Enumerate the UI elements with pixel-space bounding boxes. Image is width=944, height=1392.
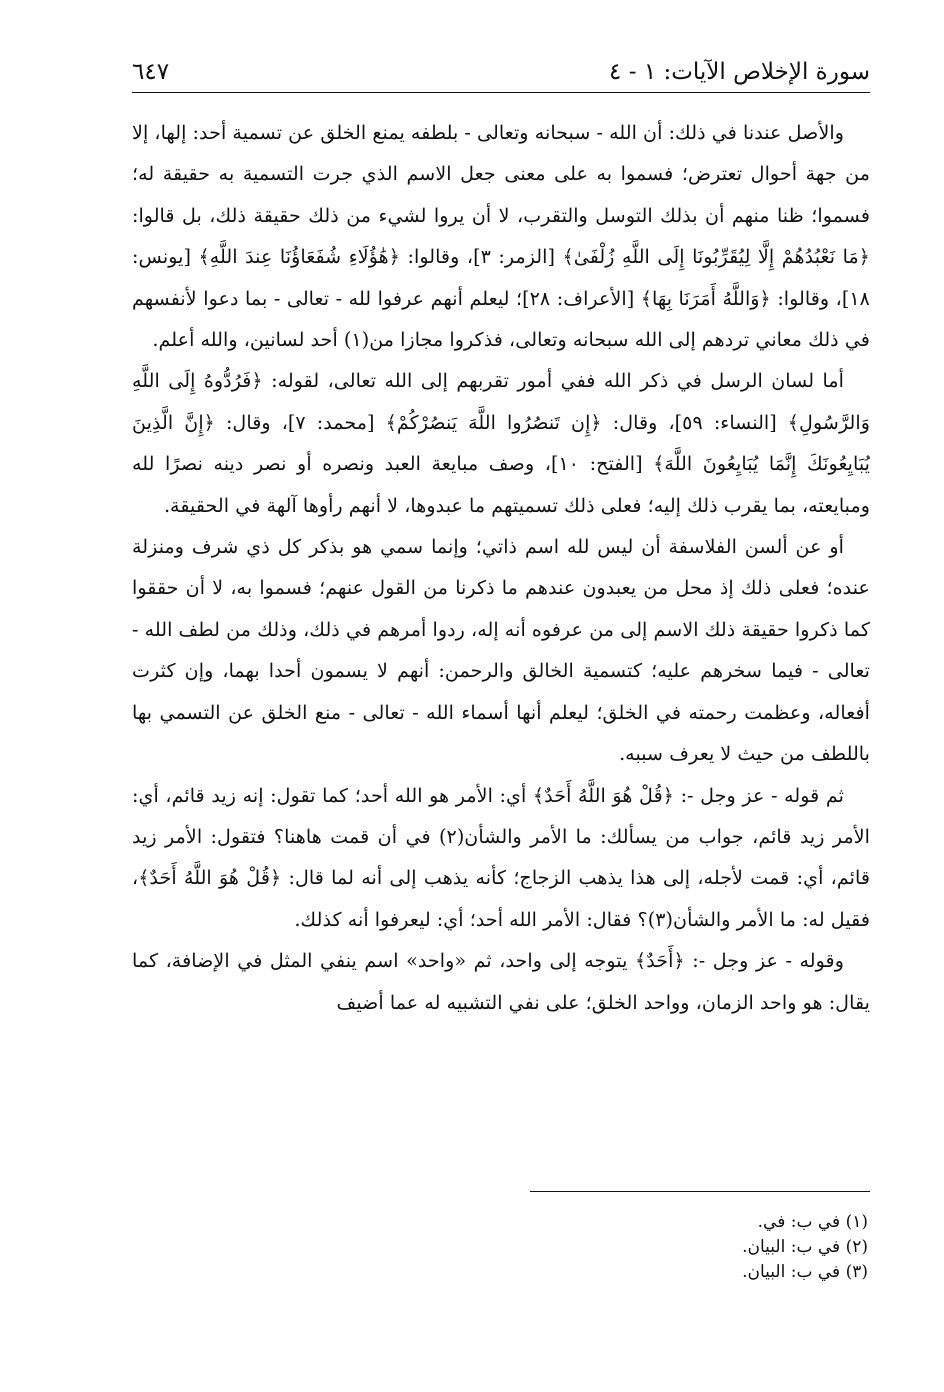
- footnote: (٣) في ب: البيان.: [742, 1262, 868, 1282]
- paragraph: وقوله - عز وجل -: ﴿أَحَدٌ﴾ يتوجه إلى واحد، ثم «واحد» اسم ينفي المثل في الإضافة، كما يقال: هو واحد الزمان، وواحد الخلق؛ على نفي التشبيه له عما أضيف: [132, 949, 870, 1014]
- paragraph: ثم قوله - عز وجل -: ﴿قُلْ هُوَ اللَّهُ أَحَدٌ﴾ أي: الأمر هو الله أحد؛ كما تقول: إنه زيد قائم، أي: الأمر زيد قائم، جواب من يسألك: ما الأمر والشأن(٢) في أن قمت هاهنا؟ فتقول: الأمر زيد قائم، أي: قمت لأجله، إلى هذا يذهب الزجاج؛ كأنه يذهب إلى أنه لما قال: ﴿قُلْ هُوَ اللَّهُ أَحَدٌ﴾، فقيل له: ما الأمر والشأن(٣)؟ فقال: الأمر الله أحد؛ أي: ليعرفوا أنه كذلك.: [132, 783, 871, 931]
- header-title: سورة الإخلاص الآيات: ١ - ٤: [609, 59, 870, 85]
- footnote-separator: [530, 1191, 870, 1192]
- paragraph: أو عن ألسن الفلاسفة أن ليس لله اسم ذاتي؛ وإنما سمي هو بذكر كل ذي شرف ومنزلة عنده؛ فعلى ذلك إذ محل من يعبدون عندهم ما ذكرنا من القول عنهم؛ فسموا به، لا أن حققوا كما ذكروا حقيقة ذلك الاسم إلى من عرفوه أنه إله، ردوا أمرهم في ذلك، وذلك من لطف الله - تعالى - فيما سخرهم عليه؛ كتسمية الخالق والرحمن: أنهم لا يسمون أحدا بهما، وإن كثرت أفعاله، وعظمت رحمته في الخلق؛ ليعلم أنها أسماء الله - تعالى - منع الخلق عن التسمي بها باللطف من حيث لا يعرف سببه.: [132, 535, 870, 766]
- paragraph: أما لسان الرسل في ذكر الله ففي أمور تقربهم إلى الله تعالى، لقوله: ﴿فَرُدُّوهُ إِلَى اللَّهِ وَالرَّسُولِ﴾ [النساء: ٥٩]، وقال: ﴿إِن تَنصُرُوا اللَّهَ يَنصُرْكُمْ﴾ [محمد: ٧]، وقال: ﴿إِنَّ الَّذِينَ يُبَايِعُونَكَ إِنَّمَا يُبَايِعُونَ اللَّهَ﴾ [الفتح: ١٠]، وصف مبايعة العبد ونصره أو نصر دينه نصرًا لله ومبايعته، بما يقرب ذلك إليه؛ فعلى ذلك تسميتهم ما عبدوها، لا أنهم رأوها آلهة في الحقيقة.: [132, 369, 871, 517]
- running-header: [132, 52, 870, 93]
- page-number: ٦٤٧: [132, 59, 170, 85]
- paragraph: والأصل عندنا في ذلك: أن الله - سبحانه وتعالى - بلطفه يمنع الخلق عن تسمية أحد: إلها، إلا من جهة أحوال تعترض؛ فسموا به على معنى جعل الاسم الذي جرت التسمية به حقيقة له؛ فسموا؛ ظنا منهم أن بذلك التوسل والتقرب، لا أن يروا لشيء من ذلك حقيقة ذلك، بل قالوا: ﴿مَا نَعْبُدُهُمْ إِلَّا لِيُقَرِّبُونَا إِلَى اللَّهِ زُلْفَىٰ﴾ [الزمر: ٣]، وقالوا: ﴿هَٰؤُلَاءِ شُفَعَاؤُنَا عِندَ اللَّهِ﴾ [يونس: ١٨]، وقالوا: ﴿وَاللَّهُ أَمَرَنَا بِهَا﴾ [الأعراف: ٢٨]؛ ليعلم أنهم عرفوا لله - تعالى - بما دعوا لأنفسهم في ذلك معاني تردهم إلى الله سبحانه وتعالى، فذكروا مجازا من(١) أحد لسانين، والله أعلم.: [132, 121, 870, 352]
- footnotes: [448, 1210, 868, 1285]
- footnote: (١) في ب: في.: [757, 1212, 868, 1232]
- footnote: (٢) في ب: البيان.: [742, 1237, 868, 1257]
- main-text: [132, 112, 870, 1023]
